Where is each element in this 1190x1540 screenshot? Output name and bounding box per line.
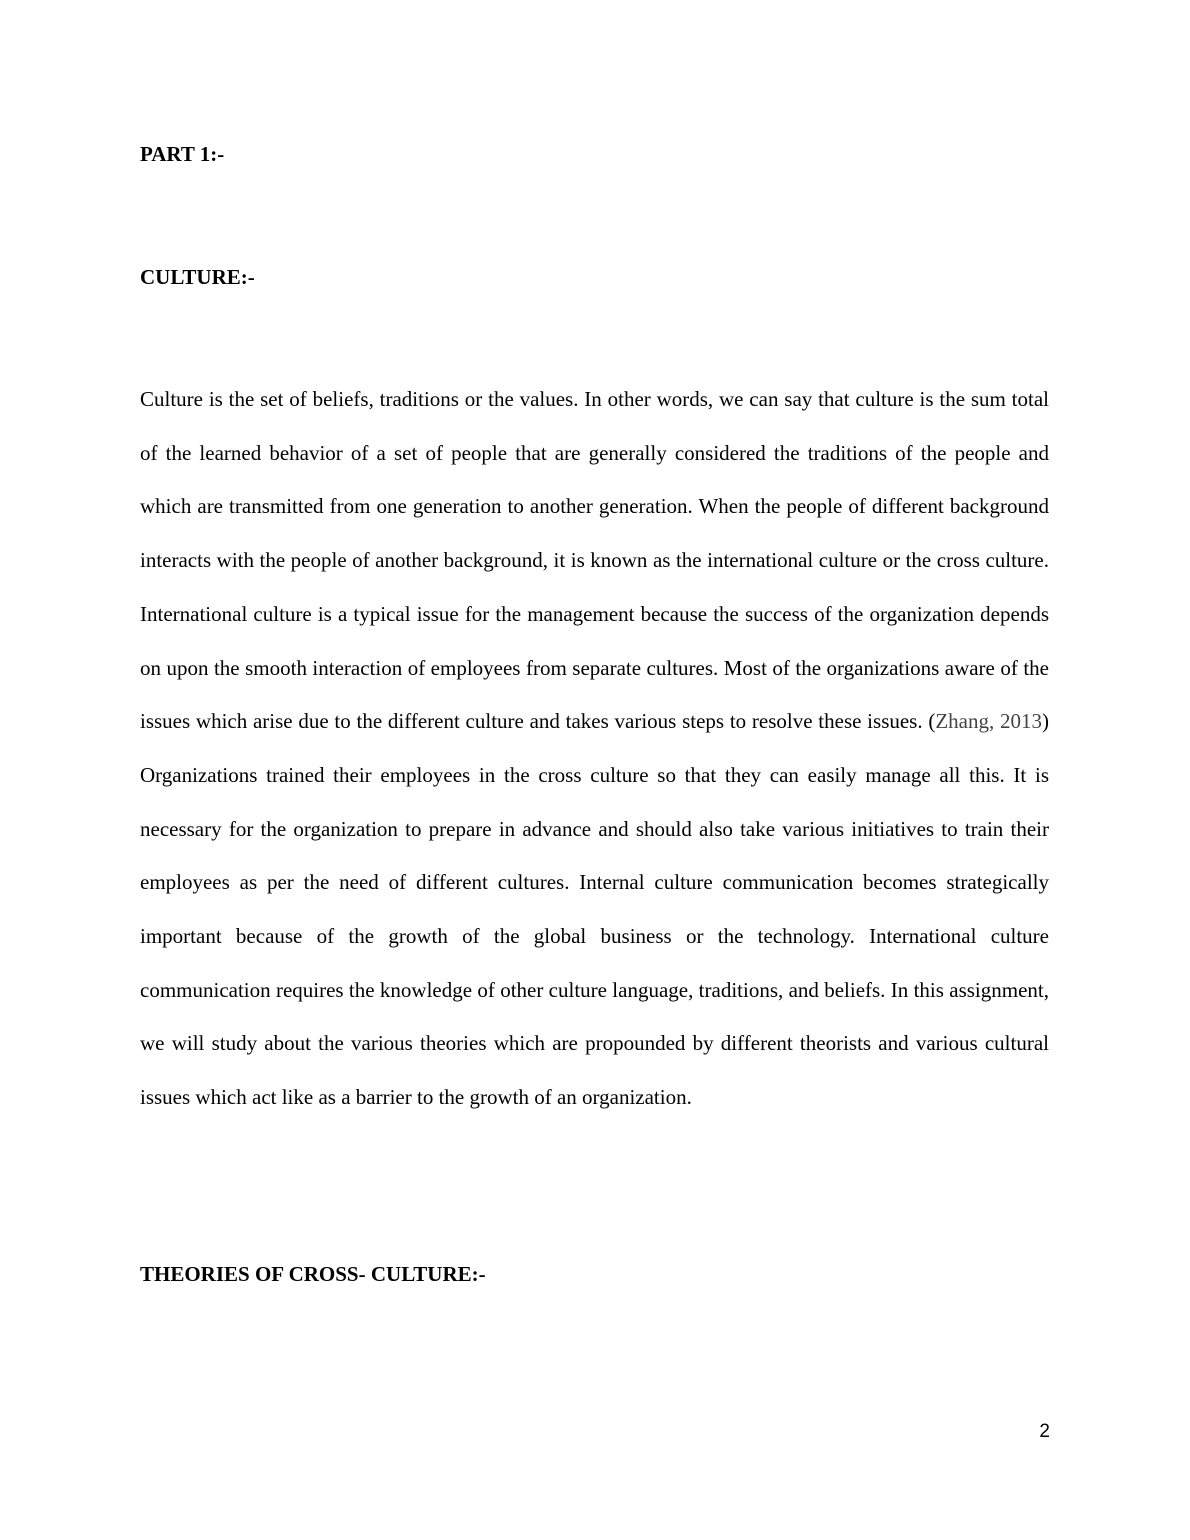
culture-paragraph <box>140 373 1049 1125</box>
section-heading-theories: THEORIES OF CROSS- CULTURE:- <box>140 1262 486 1286</box>
section-heading-culture: CULTURE:- <box>140 265 255 289</box>
part-heading: PART 1:- <box>140 142 225 166</box>
citation: Zhang, 2013 <box>935 709 1042 734</box>
paragraph-text-start: Culture is the set of beliefs, traditions or the values. In other words, we can say that culture is the sum total of the learned behavior of a set of people that are generally considered the traditions of the people and which are transmitted from one generation to another generation. When the people of different background interacts with the people of another background, it is known as the international culture or the cross culture. International culture is a typical issue for the management because the success of the organization depends on upon the smooth interaction of employees from separate cultures. Most of the organizations aware of the issues which arise due to the different culture and takes various steps to resolve these issues. ( <box>140 387 1049 734</box>
page-number: 2 <box>1039 1421 1050 1442</box>
paragraph-text-end: ) Organizations trained their employees in the cross culture so that they can easily manage all this. It is necessary for the organization to prepare in advance and should also take various initiatives to train their employees as per the need of different cultures. Internal culture communication becomes strategically important because of the growth of the global business or the technology. International culture communication requires the knowledge of other culture language, traditions, and beliefs. In this assignment, we will study about the various theories which are propounded by different theorists and various cultural issues which act like as a barrier to the growth of an organization. <box>140 709 1049 1110</box>
